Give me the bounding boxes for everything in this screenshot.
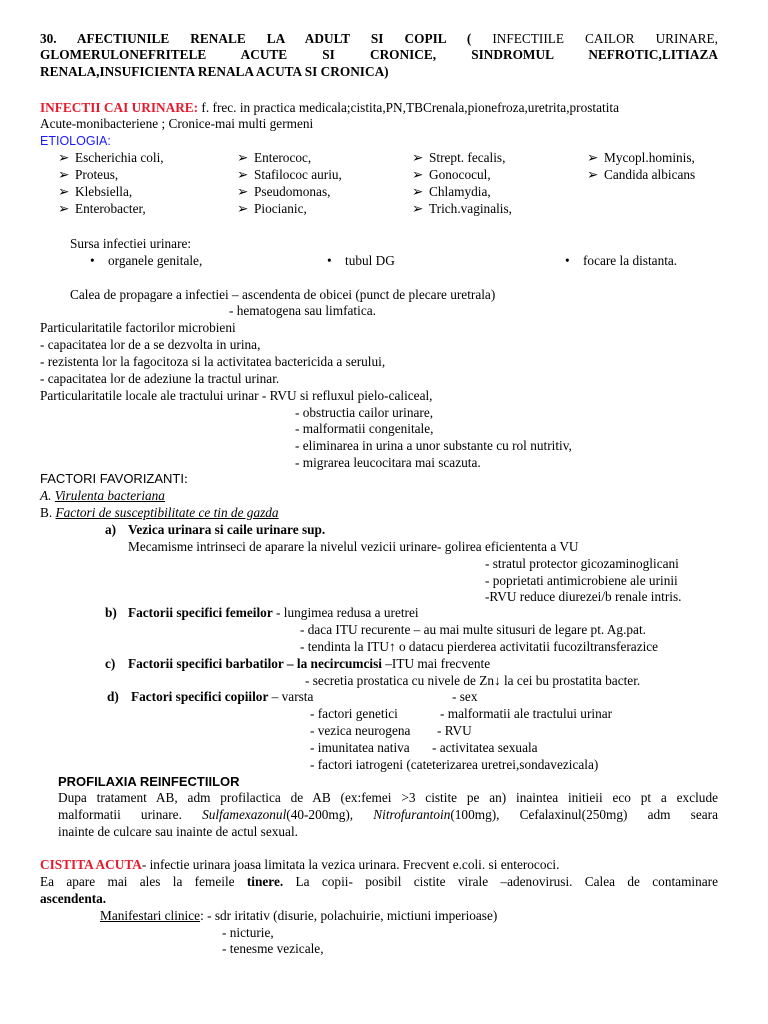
locale-item: - obstructia cailor urinare, [295, 405, 434, 420]
sub-d-item: - factori iatrogeni (cateterizarea uretrei,sondavezicala) [310, 757, 599, 772]
etiology-text: Escherichia coli, [75, 150, 164, 165]
etiology-item [237, 150, 311, 166]
arrow-bullet-icon: ➢ [58, 167, 70, 182]
sub-c-rest: –ITU mai frecvente [381, 656, 491, 671]
arrow-bullet-icon: ➢ [412, 201, 424, 216]
arrow-bullet-icon: ➢ [237, 167, 249, 182]
sub-a-item: -RVU reduce diurezei/b renale intris. [485, 589, 682, 604]
arrow-bullet-icon: ➢ [587, 167, 599, 182]
etiology-item [58, 201, 146, 217]
title-rest: INFECTIILE CAILOR URINARE, [471, 31, 718, 46]
sub-c-item: - secretia prostatica cu nivele de Zn↓ la cei bu prostatita bacter. [305, 673, 641, 688]
title-line-1 [40, 31, 718, 47]
etiology-item [58, 184, 132, 200]
sursa-item [565, 253, 677, 269]
locale-item: - malformatii congenitale, [295, 421, 434, 436]
sub-c-label: c) [105, 656, 116, 671]
arrow-bullet-icon: ➢ [412, 167, 424, 182]
sub-d-item: - malformatii ale tractului urinar [440, 706, 613, 721]
sub-c-line [128, 656, 490, 672]
etiology-text: Chlamydia, [429, 184, 491, 199]
etiology-item [587, 150, 695, 166]
profilaxia-heading: PROFILAXIA REINFECTIILOR [58, 774, 240, 789]
sub-d-item: - vezica neurogena [310, 723, 411, 738]
sursa-text: focare la distanta. [583, 253, 678, 268]
infectii-line-1 [40, 100, 619, 116]
sub-d-item: - activitatea sexuala [432, 740, 538, 755]
manif-item: - tenesme vezicale, [222, 941, 324, 956]
cistita-bold: tinere. [246, 874, 284, 889]
sub-a-line: Mecamisme intrinseci de aparare la nivelul vezicii urinare- golirea eficiententa a VU [128, 539, 579, 554]
manif-item: - nicturie, [222, 925, 274, 940]
etiology-text: Candida albicans [604, 167, 696, 182]
sub-d-label: d) [107, 689, 119, 704]
microb-item: - rezistenta lor la fagocitoza si la activitatea bactericida a serului, [40, 354, 386, 369]
etiology-text: Enterococ, [254, 150, 312, 165]
arrow-bullet-icon: ➢ [412, 150, 424, 165]
etiology-text: Gonococul, [429, 167, 491, 182]
sub-b-line [128, 605, 419, 621]
profilaxia-line-2 [58, 807, 718, 823]
calea-line-1: Calea de propagare a infectiei – ascendenta de obicei (punct de plecare uretrala) [70, 287, 496, 302]
sursa-item [327, 253, 395, 269]
etiology-item [237, 167, 342, 183]
sub-b-label: b) [105, 605, 117, 620]
infectii-line-2: Acute-monibacteriene ; Cronice-mai multi germeni [40, 116, 314, 131]
sub-c-heading: Factorii specifici barbatilor – la necircumcisi [128, 656, 382, 671]
drug-dose: (40-200mg), [286, 807, 374, 822]
infectii-heading: INFECTII CAI URINARE: [40, 100, 199, 115]
locale-label: Particularitatile locale ale tractului urinar - RVU si refluxul pielo-caliceal, [40, 388, 433, 403]
title-line-3: RENALA,INSUFICIENTA RENALA ACUTA SI CRONICA) [40, 64, 389, 79]
sub-d-line [131, 689, 313, 705]
etiology-item [412, 167, 491, 183]
locale-item: - eliminarea in urina a unor substante cu rol nutritiv, [295, 438, 572, 453]
cistita-text: Ea apare mai ales la femeile [40, 874, 247, 889]
sub-d-item: - imunitatea nativa [310, 740, 410, 755]
manif-line [100, 908, 497, 924]
sub-b-item: - daca ITU recurente – au mai multe situsuri de legare pt. Ag.pat. [300, 622, 646, 637]
etiology-item [412, 150, 505, 166]
factor-a-prefix: A. [40, 488, 55, 503]
bullet-icon: • [327, 253, 332, 268]
profilaxia-text: malformatii urinare. [58, 807, 203, 822]
etiology-item [587, 167, 695, 183]
factor-b-text: Factori de susceptibilitate ce tin de gazda [55, 505, 279, 520]
etiology-text: Trich.vaginalis, [429, 201, 512, 216]
etiology-text: Klebsiella, [75, 184, 133, 199]
drug-name: Sulfamexazonul [202, 807, 287, 822]
etiology-item [237, 184, 330, 200]
sursa-text: organele genitale, [108, 253, 203, 268]
microb-item: - capacitatea lor de adeziune la tractul urinar. [40, 371, 280, 386]
etiology-text: Enterobacter, [75, 201, 146, 216]
cistita-heading: CISTITA ACUTA [40, 857, 142, 872]
etiology-text: Strept. fecalis, [429, 150, 506, 165]
etiologia-heading: ETIOLOGIA: [40, 134, 111, 148]
cistita-intro: - infectie urinara joasa limitata la vezica urinara. Frecvent e.coli. si enterococi. [141, 857, 560, 872]
sub-d-item: - RVU [437, 723, 472, 738]
etiology-text: Mycopl.hominis, [604, 150, 695, 165]
cistita-text: La copii- posibil cistite virale –adenovirusi. Calea de contaminare [283, 874, 718, 889]
sub-b-heading: Factorii specifici femeilor [128, 605, 273, 620]
factor-b [40, 505, 279, 521]
cistita-line-2 [40, 874, 718, 890]
infectii-intro: f. frec. in practica medicala;cistita,PN,TBCrenala,pionefroza,uretrita,prostatita [198, 100, 619, 115]
etiology-item [58, 167, 118, 183]
sub-d-sex: - sex [452, 689, 478, 704]
bullet-icon: • [565, 253, 570, 268]
factor-a [40, 488, 165, 504]
locale-item: - migrarea leucocitara mai scazuta. [295, 455, 481, 470]
factori-colon: : [183, 471, 188, 486]
factori-heading-line [40, 471, 188, 487]
sub-b-rest: - lungimea redusa a uretrei [272, 605, 419, 620]
arrow-bullet-icon: ➢ [58, 201, 70, 216]
factor-a-text: Virulenta bacteriana [54, 488, 165, 503]
factor-b-prefix: B. [40, 505, 56, 520]
etiology-item [412, 201, 512, 217]
title-line-2: GLOMERULONEFRITELE ACUTE SI CRONICE, SINDROMUL NEFROTIC,LITIAZA [40, 47, 718, 62]
etiology-text: Stafilococ auriu, [254, 167, 342, 182]
cistita-line-3: ascendenta. [40, 891, 107, 906]
arrow-bullet-icon: ➢ [237, 201, 249, 216]
sub-d-item: - factori genetici [310, 706, 398, 721]
arrow-bullet-icon: ➢ [58, 184, 70, 199]
arrow-bullet-icon: ➢ [237, 184, 249, 199]
drug-name: Nitrofurantoin [373, 807, 451, 822]
sub-a-item: - poprietati antimicrobiene ale urinii [485, 573, 678, 588]
etiology-item [58, 150, 164, 166]
calea-line-2: - hematogena sau limfatica. [229, 303, 376, 318]
etiology-text: Proteus, [75, 167, 119, 182]
arrow-bullet-icon: ➢ [58, 150, 70, 165]
sub-a-heading: Vezica urinara si caile urinare sup. [128, 522, 326, 537]
title-bold: 30. AFECTIUNILE RENALE LA ADULT SI COPIL ( [40, 31, 472, 46]
manif-rest: : - sdr iritativ (disurie, polachuirie, mictiuni imperioase) [200, 908, 498, 923]
manif-label: Manifestari clinice [100, 908, 201, 923]
sursa-label: Sursa infectiei urinare: [70, 236, 192, 251]
factori-heading: FACTORI FAVORIZANTI [40, 471, 184, 486]
microb-label: Particularitatile factorilor microbieni [40, 320, 236, 335]
cistita-line-1 [40, 857, 559, 873]
drug-dose: (100mg), Cefalaxinul(250mg) adm seara [450, 807, 718, 822]
etiology-text: Pseudomonas, [254, 184, 331, 199]
sursa-text: tubul DG [345, 253, 395, 268]
sub-d-rest: – varsta [268, 689, 314, 704]
sub-b-item: - tendinta la ITU↑ o datacu pierderea activitatii fucoziltransferazice [300, 639, 659, 654]
bullet-icon: • [90, 253, 95, 268]
microb-item: - capacitatea lor de a se dezvolta in urina, [40, 337, 261, 352]
etiology-item [412, 184, 491, 200]
sub-a-item: - stratul protector gicozaminoglicani [485, 556, 679, 571]
arrow-bullet-icon: ➢ [237, 150, 249, 165]
sub-a-label: a) [105, 522, 117, 537]
etiology-item [237, 201, 307, 217]
sub-d-heading: Factori specifici copiilor [131, 689, 269, 704]
profilaxia-line-1: Dupa tratament AB, adm profilactica de AB (ex:femei >3 cistite pe an) inaintea initieii eco pt a exclude [58, 790, 718, 805]
arrow-bullet-icon: ➢ [587, 150, 599, 165]
profilaxia-line-3: inainte de culcare sau inainte de actul sexual. [58, 824, 298, 839]
sursa-item [90, 253, 202, 269]
etiology-text: Piocianic, [254, 201, 307, 216]
arrow-bullet-icon: ➢ [412, 184, 424, 199]
